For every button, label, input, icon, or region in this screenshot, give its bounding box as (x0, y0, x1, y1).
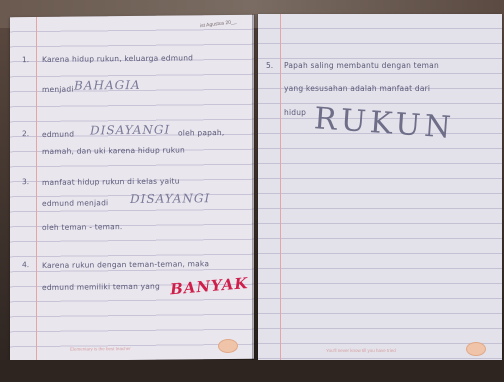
handwritten-line: edmund memiliki teman yang (42, 281, 160, 292)
header-date: ist Agustus 20__ (199, 19, 237, 30)
handwritten-line: mamah, dan uki karena hidup rukun (42, 145, 186, 156)
handwritten-line: yang kesusahan adalah manfaat dari (284, 84, 431, 93)
handwritten-line: Papah saling membantu dengan teman (284, 61, 439, 70)
logo-icon (218, 339, 238, 353)
item-number: 5. (266, 61, 274, 70)
answer-stamp: BAHAGIA (74, 77, 141, 93)
item-number: 1. (22, 55, 30, 65)
page-footer: Elementary is the best teacher (70, 346, 131, 352)
table-edge (0, 360, 504, 382)
left-notebook-page (10, 15, 254, 362)
right-notebook-page (258, 14, 502, 362)
answer-large-handwriting: RUKUN (312, 101, 456, 146)
item-number: 2. (22, 129, 30, 139)
handwritten-line: edmund (42, 129, 75, 139)
item-number: 4. (22, 260, 30, 270)
margin-line (36, 17, 37, 361)
answer-stamp-red: BANYAK (169, 274, 249, 299)
handwritten-line: manfaat hidup rukun di kelas yaitu (42, 176, 180, 187)
answer-stamp: DISAYANGI (130, 191, 211, 207)
logo-icon (466, 342, 486, 356)
answer-stamp: DISAYANGI (90, 122, 171, 138)
handwritten-line: edmund menjadi (42, 198, 109, 208)
handwritten-line: hidup (284, 108, 307, 117)
handwritten-line: oleh papah, (178, 128, 225, 138)
handwritten-line: Karena rukun dengan teman-teman, maka (42, 259, 210, 270)
item-number: 3. (22, 177, 30, 187)
page-footer: You'll never know till you have tried (326, 348, 396, 353)
handwritten-line: oleh teman - teman. (42, 222, 123, 232)
margin-line (280, 14, 281, 362)
handwritten-line: menjadi (42, 84, 74, 94)
handwritten-line: Karena hidup rukun, keluarga edmund (42, 53, 194, 64)
